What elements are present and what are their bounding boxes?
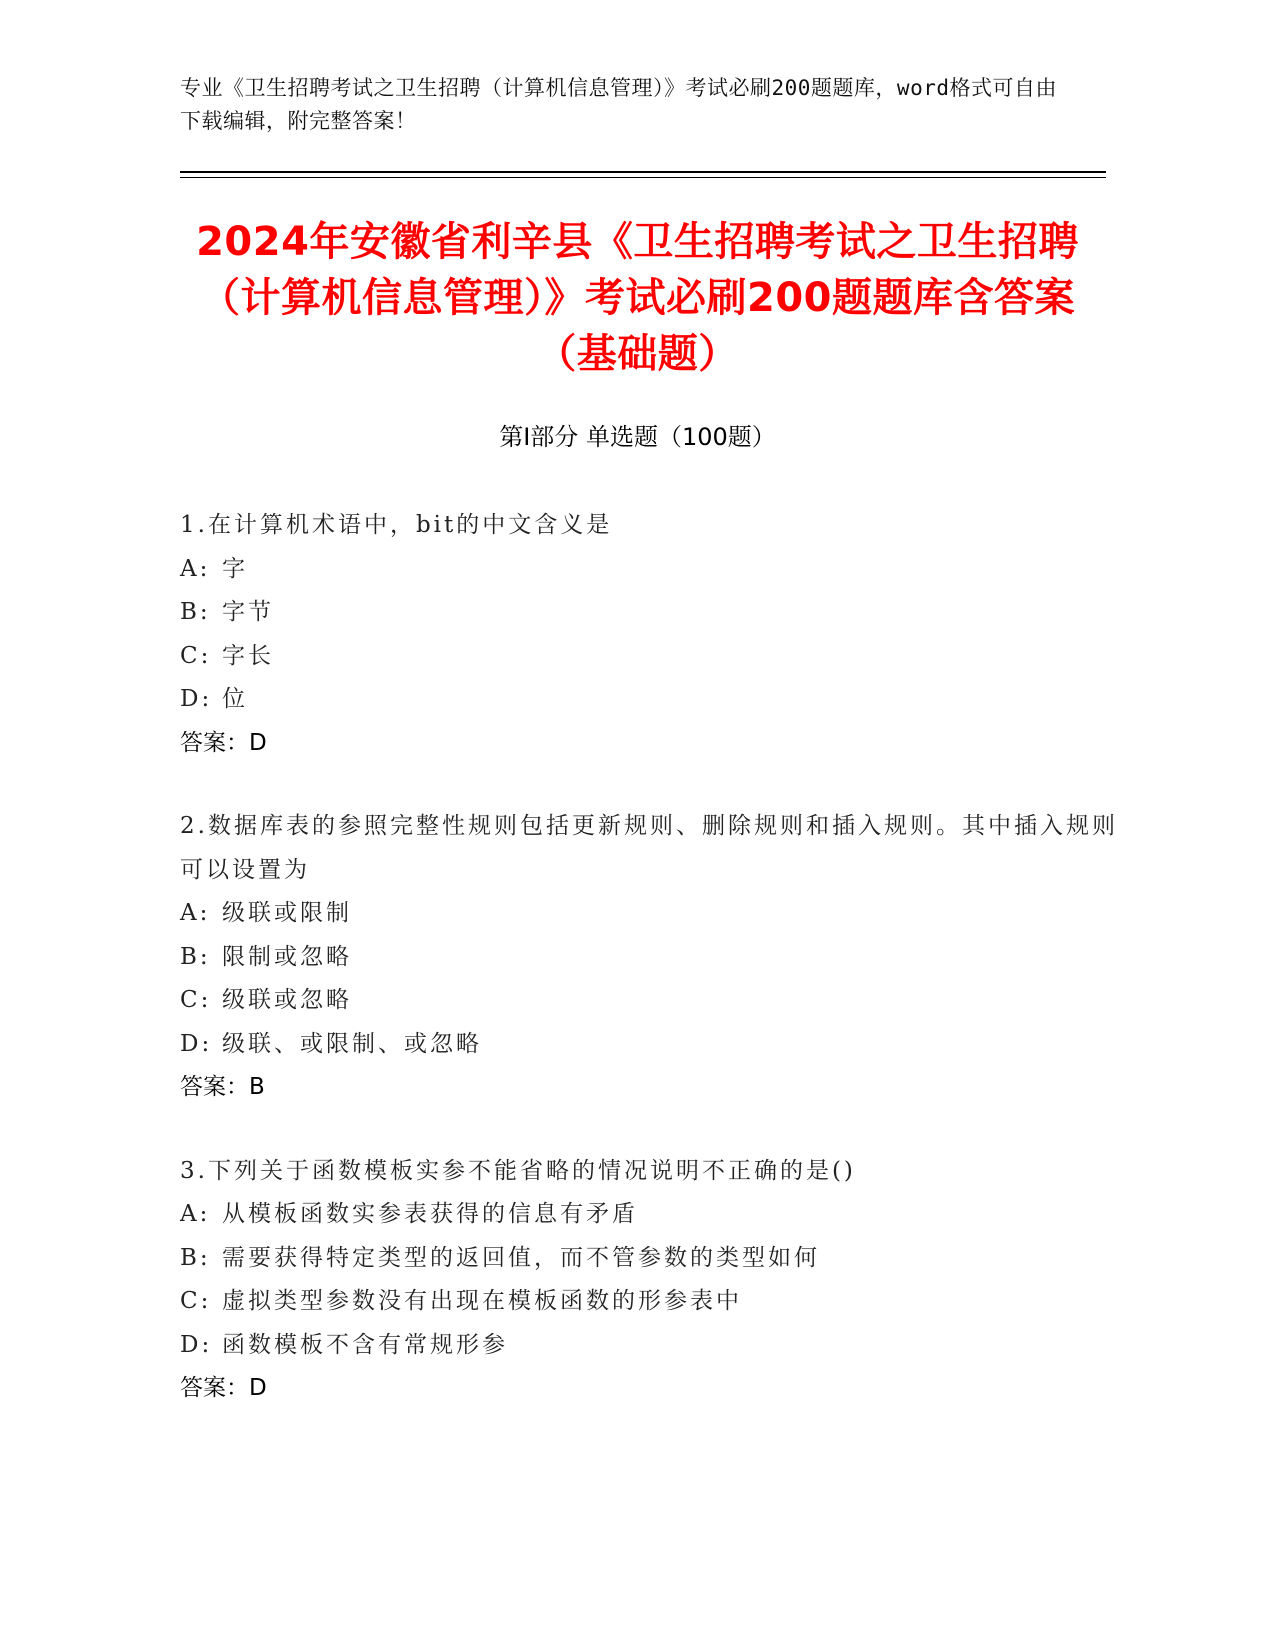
question-stem: 3.下列关于函数模板实参不能省略的情况说明不正确的是() — [180, 1157, 856, 1184]
option-text: 需要获得特定类型的返回值，而不管参数的类型如何 — [222, 1244, 820, 1271]
option-text: 位 — [222, 686, 248, 712]
header-note: 专业《卫生招聘考试之卫生招聘（计算机信息管理）》考试必刷200题题库，word格式可自由下载编辑，附完整答案！ — [180, 76, 1057, 133]
option-letter: C: — [180, 1288, 212, 1314]
option-letter: A: — [180, 900, 211, 926]
option-text: 级联、或限制、或忽略 — [222, 1030, 482, 1057]
option-d — [180, 1023, 1120, 1067]
option-letter: A: — [180, 1201, 211, 1227]
answer-line: 答案：D — [180, 1375, 267, 1401]
question-list — [180, 504, 1120, 1451]
header-rule-thick — [180, 171, 1106, 173]
question-3 — [180, 1150, 1120, 1411]
option-text: 字节 — [222, 599, 274, 625]
option-letter: C: — [180, 642, 212, 669]
option-letter: A: — [180, 555, 211, 582]
option-d — [180, 1324, 1120, 1368]
option-text: 限制或忽略 — [222, 943, 352, 970]
option-a — [180, 892, 1120, 936]
option-letter: B: — [180, 1244, 211, 1271]
option-c — [180, 979, 1120, 1023]
option-letter: B: — [180, 599, 211, 625]
option-text: 虚拟类型参数没有出现在模板函数的形参表中 — [222, 1288, 742, 1314]
option-c — [180, 1280, 1120, 1324]
question-1 — [180, 504, 1120, 765]
option-a — [180, 548, 1120, 592]
answer-line: 答案：B — [180, 1074, 265, 1100]
option-text: 级联或忽略 — [222, 987, 352, 1013]
option-d — [180, 678, 1120, 722]
option-letter: C: — [180, 987, 212, 1013]
option-b — [180, 591, 1120, 635]
option-text: 字 — [222, 555, 248, 582]
option-b — [180, 936, 1120, 980]
question-2 — [180, 805, 1120, 1110]
option-letter: D: — [180, 1331, 213, 1358]
option-b — [180, 1237, 1120, 1281]
document-title: 2024年安徽省利辛县《卫生招聘考试之卫生招聘（计算机信息管理）》考试必刷200题题库含答案（基础题） — [196, 219, 1079, 377]
option-text: 级联或限制 — [222, 900, 352, 926]
option-a — [180, 1193, 1120, 1237]
question-stem: 1.在计算机术语中，bit的中文含义是 — [180, 512, 613, 538]
question-stem: 2.数据库表的参照完整性规则包括更新规则、删除规则和插入规则。其中插入规则可以设置为 — [180, 813, 1118, 883]
option-text: 字长 — [222, 642, 274, 669]
section-title: 第Ⅰ部分 单选题（100题） — [499, 423, 776, 451]
option-c — [180, 635, 1120, 679]
option-letter: B: — [180, 943, 211, 970]
option-text: 从模板函数实参表获得的信息有矛盾 — [222, 1201, 638, 1227]
answer-line: 答案：D — [180, 729, 267, 756]
option-letter: D: — [180, 1030, 213, 1057]
header-rule-thin — [180, 177, 1106, 178]
option-letter: D: — [180, 686, 213, 712]
option-text: 函数模板不含有常规形参 — [222, 1331, 508, 1358]
